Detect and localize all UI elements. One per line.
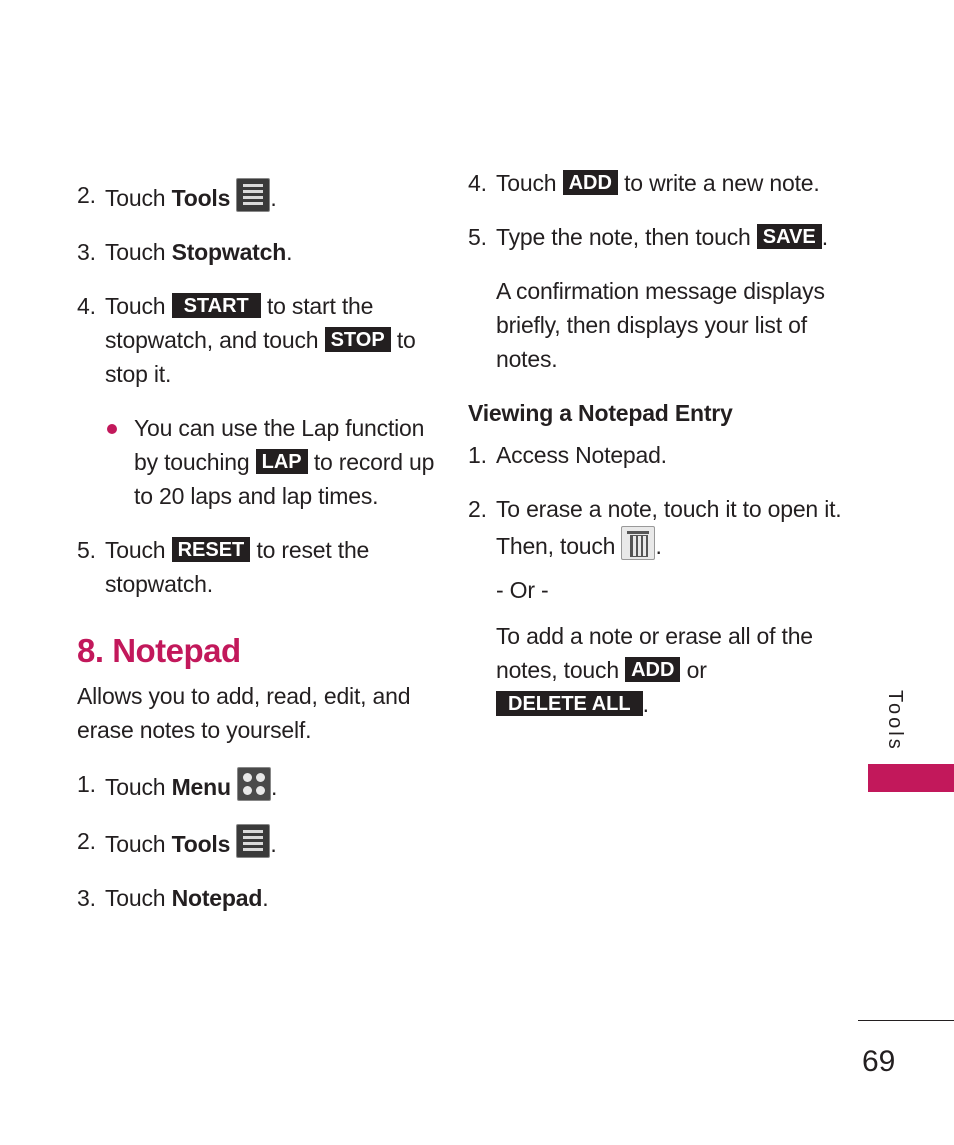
stop-button: STOP <box>325 327 391 352</box>
lap-button: LAP <box>256 449 308 474</box>
step-text: or <box>680 657 707 683</box>
step-punct: . <box>655 533 662 559</box>
step-start-stop <box>77 289 437 391</box>
step-number: 2. <box>77 182 96 208</box>
step-touch-notepad <box>77 881 437 915</box>
step-number: 2. <box>77 828 96 854</box>
stopwatch-label: Stopwatch <box>171 239 287 265</box>
step-touch-tools-2 <box>77 824 437 861</box>
step-number: 3. <box>77 239 96 265</box>
bullet-dot <box>107 424 117 434</box>
step-text: to start the stopwatch, and touch <box>105 293 374 353</box>
add-button: ADD <box>563 170 618 195</box>
step-text: Type the note, then touch <box>496 224 757 250</box>
bullet-text: to record up to 20 laps and lap times. <box>134 449 435 509</box>
step-punct: . <box>270 831 277 857</box>
step-text: Touch <box>105 185 172 211</box>
step-text: to stop it. <box>105 327 416 387</box>
add-button-2: ADD <box>625 657 680 682</box>
right-column <box>468 166 848 741</box>
reset-button: RESET <box>172 537 251 562</box>
step-text: Touch <box>105 537 172 563</box>
tools-icon <box>236 824 270 858</box>
step-reset <box>77 533 437 601</box>
step-text: to write a new note. <box>617 170 820 196</box>
step-number: 4. <box>77 293 96 319</box>
step-text: Touch <box>105 831 172 857</box>
step-text: Touch <box>105 885 172 911</box>
delete-all-button: DELETE ALL <box>496 691 643 716</box>
step-text: Touch <box>496 170 563 196</box>
menu-icon <box>237 767 271 801</box>
or-separator: - Or - <box>496 577 549 603</box>
chapter-side-label: Tools <box>884 690 906 752</box>
footer-rule <box>858 1020 954 1021</box>
add-erase-note <box>468 619 848 721</box>
tools-label: Tools <box>171 185 231 211</box>
step-text: Touch <box>105 239 172 265</box>
section-intro: Allows you to add, read, edit, and erase notes to yourself. <box>77 683 411 743</box>
section-title: 8. Notepad <box>77 632 241 669</box>
step-punct: . <box>262 885 269 911</box>
step-touch-menu <box>77 767 437 804</box>
save-button: SAVE <box>757 224 822 249</box>
tools-icon <box>236 178 270 212</box>
step-number: 4. <box>468 170 487 196</box>
step-save-note <box>468 220 848 254</box>
step-punct: . <box>642 691 649 717</box>
trash-icon <box>621 526 655 560</box>
start-button: START <box>172 293 261 318</box>
step-add-note <box>468 166 848 200</box>
step-text: To add a note or erase all of the notes, touch <box>496 623 813 683</box>
page-number: 69 <box>862 1045 896 1078</box>
step-number: 2. <box>468 496 487 522</box>
step-number: 1. <box>77 771 96 797</box>
step-text: to reset the stopwatch. <box>105 537 370 597</box>
subsection-heading: Viewing a Notepad Entry <box>468 400 733 426</box>
step-number: 5. <box>468 224 487 250</box>
step-text: Touch <box>105 774 172 800</box>
step-punct: . <box>270 185 277 211</box>
notepad-label: Notepad <box>171 885 263 911</box>
step-touch-stopwatch <box>77 235 437 269</box>
step-text: Touch <box>105 293 172 319</box>
chapter-tab-marker <box>868 764 954 792</box>
step-access-notepad <box>468 438 848 472</box>
menu-label: Menu <box>171 774 231 800</box>
step-number: 1. <box>468 442 487 468</box>
step-punct: . <box>286 239 293 265</box>
step-touch-tools <box>77 178 437 215</box>
left-column <box>77 178 437 935</box>
step-text: Access Notepad. <box>496 442 667 468</box>
step-text: To erase a note, touch it to open it. Then, touch <box>496 496 842 559</box>
step-number: 5. <box>77 537 96 563</box>
step-punct: . <box>271 774 278 800</box>
confirm-note: A confirmation message displays briefly, then displays your list of notes. <box>496 278 825 372</box>
step-erase-note <box>468 492 848 563</box>
step-number: 3. <box>77 885 96 911</box>
bullet-text: You can use the Lap function by touching <box>134 415 425 475</box>
tools-label: Tools <box>171 831 231 857</box>
step-punct: . <box>821 224 828 250</box>
lap-bullet <box>77 411 437 513</box>
